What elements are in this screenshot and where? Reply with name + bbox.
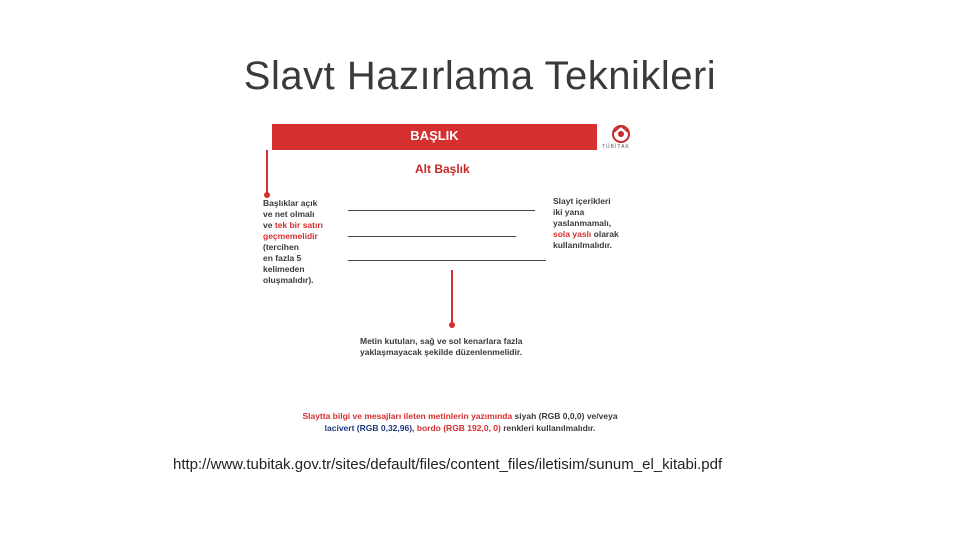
source-link[interactable]: http://www.tubitak.gov.tr/sites/default/files/content_files/iletisim/sunum_el_kitabi.pdf [173,456,723,473]
header-bar [272,124,597,150]
left-connector-line [266,150,268,194]
placeholder-line-2 [348,236,516,237]
slide-title: Slavt Hazırlama Teknikleri [243,54,717,98]
slide-guideline-figure [255,118,650,440]
middle-note: Metin kutuları, sağ ve sol kenarlara fazla yaklaşmayacak şekilde düzenlenmelidir. [360,336,523,357]
subtitle: Alt Başlık [415,162,470,176]
placeholder-line-1 [348,210,535,211]
bottom-note: Slaytta bilgi ve mesajları ileten metinlerin yazımında siyah (RGB 0,0,0) ve/veya lacivert (RGB 0,32,96), bordo (RGB 192,0, 0) renkleri kullanılmalıdır. [302,411,618,433]
left-note: Başlıklar açık ve net olmalı ve tek bir satırı geçmemelidir (tercihen en fazla 5 kelimeden oluşmalıdır). [263,198,324,285]
placeholder-line-3 [348,260,546,261]
middle-connector-dot [449,322,455,328]
right-note: Slayt içerikleri iki yana yaslanmamalı, sola yaslı olarak kullanılmalıdır. [553,196,619,250]
middle-connector-line [451,270,453,324]
logo-text: TÜBİTAK [602,144,630,150]
header-bar-title: BAŞLIK [410,128,459,143]
